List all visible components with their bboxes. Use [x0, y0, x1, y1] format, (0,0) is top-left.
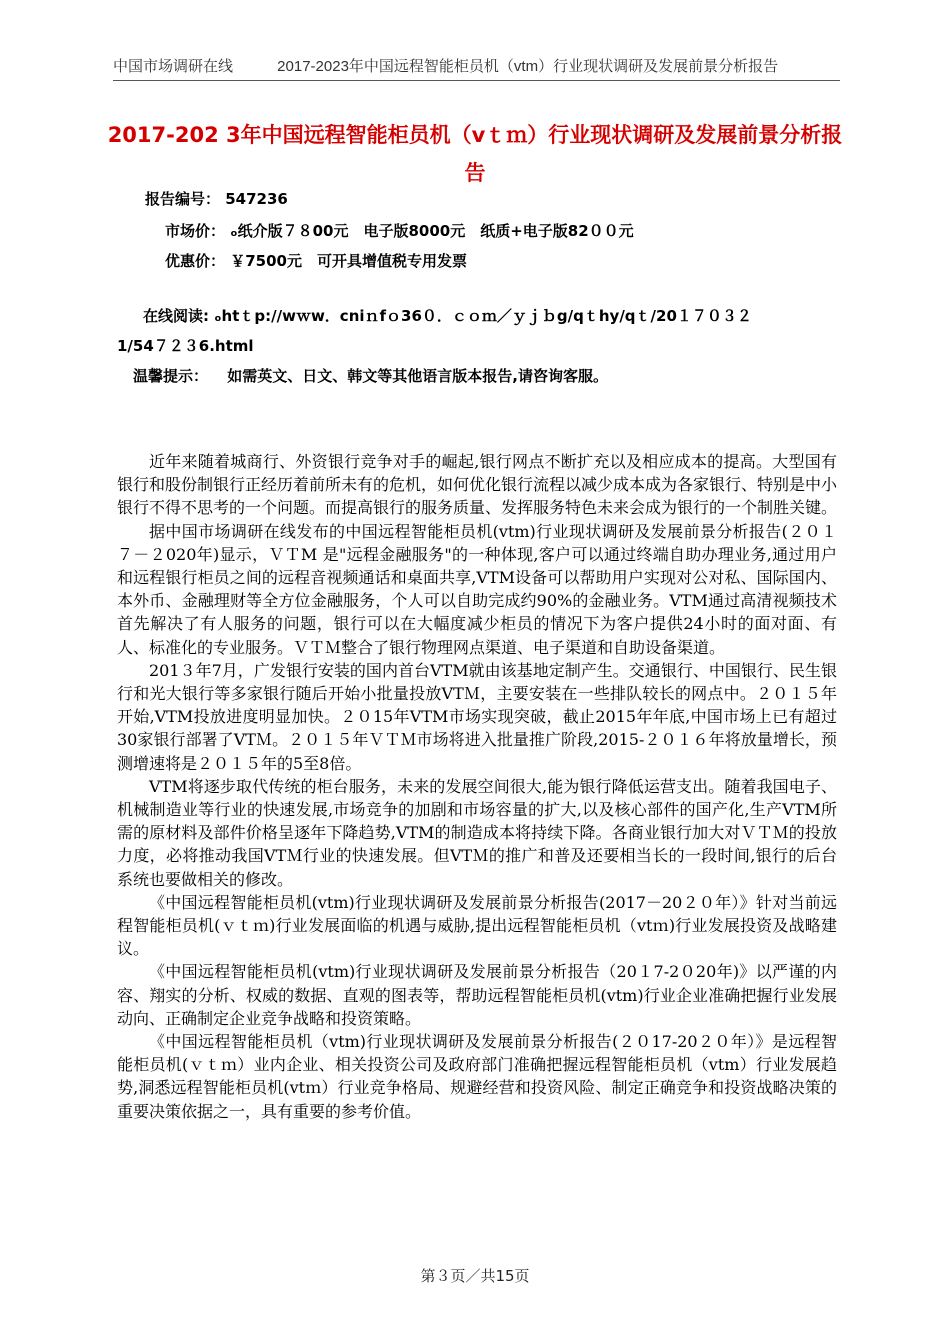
report-number-label: 报告编号： [145, 190, 221, 208]
tip-label: 温馨提示： [133, 367, 209, 385]
tip-row [133, 365, 608, 386]
body-paragraph: 据中国市场调研在线发布的中国远程智能柜员机(vtm)行业现状调研及发展前景分析报告(２０１７－２020年)显示，ＶＴM 是"远程金融服务"的一种体现,客户可以通过终端自助办理业务,通过用户和远程银行柜员之间的远程音视频通话和桌面共享,VTM设备可以帮助用户实现对公对私、国际国内、本外币、金融理财等全方位金融服务，个人可以自助完成约90%的金融业务。VTM通过高清视频技术首先解决了有人服务的问题，银行可以在大幅度减少柜员的情况下为客户提供24小时的面对面、有人、标准化的专业服务。ＶＴＭ整合了银行物理网点渠道、电子渠道和自助设备渠道。 [117, 521, 837, 657]
discount-price-row [165, 250, 467, 271]
document-title: 2017-202 3年中国远程智能柜员机（vｔｍ）行业现状调研及发展前景分析报告 [107, 123, 843, 185]
report-number-value: 547236 [225, 190, 288, 208]
header-divider [113, 80, 840, 81]
market-price-row [165, 220, 634, 241]
online-read-label: 在线阅读: [143, 307, 209, 325]
header-site-name: 中国市场调研在线 [113, 58, 234, 75]
body-paragraph: VTM将逐步取代传统的柜台服务，未来的发展空间很大,能为银行降低运营支出。随着我国电子、机械制造业等行业的快速发展,市场竞争的加剧和市场容量的扩大,以及核心部件的国产化,生产VTM所需的原材料及部件价格呈逐年下降趋势,VTM的制造成本将持续下降。各商业银行加大对ＶＴＭ的投放力度，必将推动我国VTＭ行业的快速发展。但VTＭ的推广和普及还要相当长的一段时间,银行的后台系统也要做相关的修改。 [117, 776, 837, 889]
online-read-row [143, 305, 752, 326]
market-price-value: ₒ纸介版７８00元 电子版8000元 纸质+电子版82００元 [230, 222, 634, 240]
body-paragraph: 近年来随着城商行、外资银行竞争对手的崛起,银行网点不断扩充以及相应成本的提高。大型国有银行和股份制银行正经历着前所未有的危机，如何优化银行流程以减少成本成为各家银行、特别是中小银行不得不思考的一个问题。而提高银行的服务质量、发挥服务特色未来会成为银行的一个制胜关键。 [117, 452, 838, 518]
header-report-title: 2017-2023年中国远程智能柜员机（vtm）行业现状调研及发展前景分析报告 [277, 58, 779, 75]
body-paragraph: 201３年7月，广发银行安装的国内首台VTM就由该基地定制产生。交通银行、中国银行、民生银行和光大银行等多家银行随后开始小批量投放VTＭ，主要安装在一些排队较长的网点中。２０１５年开始,VTM投放进度明显加快。２０15年VTM市场实现突破，截止2015年年底,中国市场上已有超过30家银行部署了VTＭ。２０１５年ＶＴＭ市场将进入批量推广阶段,2015-２０１６年将放量增长，预测增速将是２０１５年的5至8倍。 [117, 660, 837, 773]
body-paragraph: 《中国远程智能柜员机(vtm)行业现状调研及发展前景分析报告(2017－20２０年）》针对当前远程智能柜员机(ｖｔｍ)行业发展面临的机遇与威胁,提出远程智能柜员机（vtｍ)行业发展投资及战略建议。 [117, 892, 837, 959]
tip-text: 如需英文、日文、韩文等其他语言版本报告,请咨询客服。 [227, 367, 608, 385]
discount-price-label: 优惠价： [165, 252, 226, 270]
body-paragraph: 《中国远程智能柜员机（vtm)行业现状调研及发展前景分析报告(２０17-20２０年）》是远程智能柜员机(ｖｔｍ）业内企业、相关投资公司及政府部门准确把握远程智能柜员机（vtm）行业发展趋势,洞悉远程智能柜员机(vtｍ）行业竞争格局、规避经营和投资风险、制定正确竞争和投资战略决策的重要决策依据之一，具有重要的参考价值。 [117, 1032, 837, 1121]
discount-price-value: ￥7500元 可开具增值税专用发票 [230, 252, 467, 270]
online-read-url-continued[interactable]: 1/54７２３6.html [117, 337, 254, 355]
report-number-row [145, 188, 288, 209]
body-paragraph: 《中国远程智能柜员机(vtm)行业现状调研及发展前景分析报告（20１7-2０20年)》以严谨的内容、翔实的分析、权威的数据、直观的图表等，帮助远程智能柜员机(vtm)行业企业准确把握行业发展动向、正确制定企业竞争战略和投资策略。 [117, 962, 837, 1028]
report-body [117, 450, 837, 1123]
market-price-label: 市场价： [165, 222, 226, 240]
page-number: 第３页／共15页 [420, 1267, 530, 1285]
online-read-url[interactable]: ₒhtｔp://wｗw．cniｎfｏ36０．ｃｏｍ／ｙｊｂg/qｔhy/qｔ/20１７０３２ [214, 307, 752, 325]
page-header [113, 55, 840, 76]
